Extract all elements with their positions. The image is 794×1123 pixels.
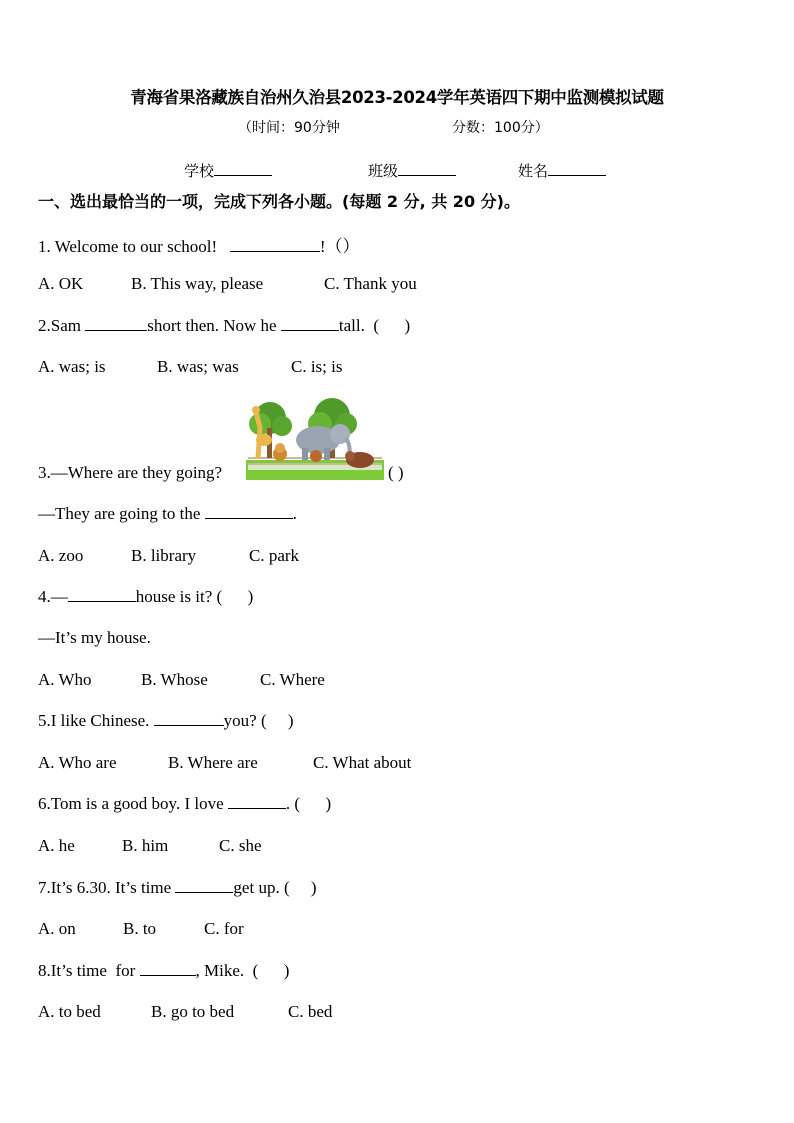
school-label: 学校 [184, 162, 215, 180]
class-blank[interactable] [398, 161, 456, 176]
question-7-text: 7.It’s 6.30. It’s time [38, 878, 176, 897]
question-3-bracket: ( ) [388, 463, 404, 482]
question-5-text: 5.I like Chinese. [38, 711, 154, 730]
school-blank[interactable] [214, 161, 272, 176]
option-b[interactable]: B. go to bed [151, 1002, 235, 1021]
answer-blank[interactable] [281, 316, 339, 331]
option-c[interactable]: C. Where [260, 670, 325, 689]
question-7 [38, 878, 317, 898]
question-3-reply: —They are going to the . [38, 504, 297, 523]
question-3 [38, 463, 222, 483]
answer-blank[interactable] [154, 711, 224, 726]
question-8-bracket: , Mike. ( ) [195, 961, 290, 980]
option-a[interactable]: A. to bed [38, 1002, 101, 1021]
answer-blank[interactable] [230, 237, 320, 252]
option-a[interactable]: A. zoo [38, 546, 84, 565]
question-2-text-mid: short then. Now he [147, 316, 281, 335]
question-4 [38, 587, 253, 607]
exam-title: 青海省果洛藏族自治州久治县2023-2024学年英语四下期中监测模拟试题 [130, 88, 664, 107]
exam-score: 分数：100分） [452, 120, 549, 136]
option-b[interactable]: B. library [131, 546, 197, 565]
answer-blank[interactable] [85, 316, 147, 331]
class-field[interactable] [368, 160, 456, 181]
question-8 [38, 961, 289, 981]
question-5 [38, 711, 294, 731]
question-5-bracket: you? ( ) [223, 711, 294, 730]
option-b[interactable]: B. Where are [168, 753, 258, 772]
option-a[interactable]: A. Who are [38, 753, 117, 772]
option-c[interactable]: C. bed [288, 1002, 333, 1021]
option-b[interactable]: B. This way, please [131, 274, 264, 293]
option-a[interactable]: A. he [38, 836, 75, 855]
question-1 [38, 232, 360, 257]
answer-blank[interactable] [68, 587, 136, 602]
question-4-text: 4.— [38, 587, 68, 606]
question-4-bracket: house is it? ( ) [135, 587, 254, 606]
question-3-text: 3.—Where are they going? [38, 463, 223, 482]
exam-time: （时间：90分钟 [238, 120, 340, 136]
option-c[interactable]: C. is; is [291, 357, 343, 376]
question-2-text: 2.Sam [38, 316, 86, 335]
question-6 [38, 794, 331, 814]
name-blank[interactable] [548, 161, 606, 176]
option-b[interactable]: B. him [122, 836, 169, 855]
question-2 [38, 316, 410, 336]
class-label: 班级 [368, 162, 399, 180]
answer-blank[interactable] [140, 961, 196, 976]
option-c[interactable]: C. What about [313, 753, 412, 772]
question-7-bracket: get up. ( ) [233, 878, 317, 897]
name-field[interactable] [518, 160, 606, 181]
answer-blank[interactable] [228, 794, 286, 809]
name-label: 姓名 [518, 162, 549, 180]
zoo-animals-picture [246, 398, 384, 482]
option-a[interactable]: A. OK [38, 274, 84, 293]
school-field[interactable] [184, 160, 272, 181]
question-3-reply-text: —They are going to the [38, 504, 205, 523]
question-1-text: 1. Welcome to our school! [38, 237, 218, 256]
question-4-reply: —It’s my house. [38, 628, 151, 647]
option-a[interactable]: A. on [38, 919, 76, 938]
question-1-bracket: !（） [319, 237, 360, 256]
option-a[interactable]: A. was; is [38, 357, 106, 376]
option-b[interactable]: B. to [123, 919, 157, 938]
option-c[interactable]: C. Thank you [324, 274, 417, 293]
option-c[interactable]: C. for [204, 919, 244, 938]
option-c[interactable]: C. park [249, 546, 300, 565]
option-b[interactable]: B. was; was [157, 357, 239, 376]
question-6-bracket: . ( ) [285, 794, 332, 813]
question-6-text: 6.Tom is a good boy. I love [38, 794, 228, 813]
question-2-bracket: tall. ( ) [338, 316, 411, 335]
section-1-title: 一、选出最恰当的一项，完成下列各小题。(每题 2 分, 共 20 分)。 [38, 192, 520, 211]
answer-blank[interactable] [205, 504, 293, 519]
option-b[interactable]: B. Whose [141, 670, 208, 689]
option-c[interactable]: C. she [219, 836, 262, 855]
answer-blank[interactable] [175, 878, 233, 893]
question-8-text: 8.It’s time for [38, 961, 140, 980]
option-a[interactable]: A. Who [38, 670, 92, 689]
